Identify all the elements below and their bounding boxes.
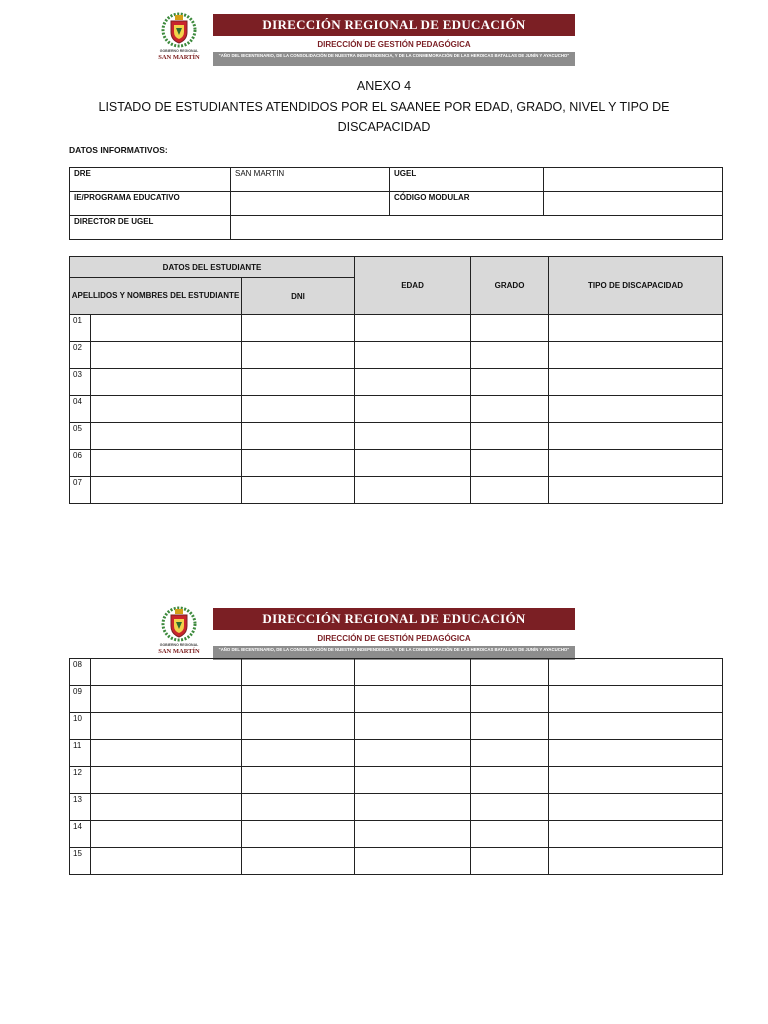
- grado-cell[interactable]: [471, 821, 549, 848]
- grado-cell[interactable]: [471, 767, 549, 794]
- edad-cell[interactable]: [355, 767, 471, 794]
- edad-cell[interactable]: [355, 369, 471, 396]
- header-motto: "AÑO DEL BICENTENARIO, DE LA CONSOLIDACIÓN DE NUESTRA INDEPENDENCIA, Y DE LA CONMEMORACIÓN DE LAS HEROICAS BATALLAS DE JUNÍN Y AYACUCHO": [213, 52, 575, 66]
- col-dni-header: DNI: [242, 278, 355, 315]
- grado-cell[interactable]: [471, 848, 549, 875]
- col-edad-header: EDAD: [355, 257, 471, 315]
- page-header-2: [150, 606, 575, 660]
- tipo-cell[interactable]: [549, 342, 723, 369]
- grado-cell[interactable]: [471, 740, 549, 767]
- edad-cell[interactable]: [355, 713, 471, 740]
- table-row: [70, 315, 723, 342]
- row-number: 05: [70, 423, 91, 450]
- row-number: 04: [70, 396, 91, 423]
- dni-cell[interactable]: [242, 450, 355, 477]
- dni-cell[interactable]: [242, 821, 355, 848]
- table-row: [70, 713, 723, 740]
- annex-title: ANEXO 4: [356, 79, 412, 93]
- tipo-cell[interactable]: [549, 396, 723, 423]
- page-header: [150, 12, 575, 66]
- tipo-cell[interactable]: [549, 713, 723, 740]
- edad-cell[interactable]: [355, 477, 471, 504]
- table-row: [70, 342, 723, 369]
- dni-cell[interactable]: [242, 740, 355, 767]
- edad-cell[interactable]: [355, 315, 471, 342]
- dni-cell[interactable]: [242, 848, 355, 875]
- table-row: [70, 686, 723, 713]
- name-cell[interactable]: [91, 740, 242, 767]
- grado-cell[interactable]: [471, 342, 549, 369]
- name-cell[interactable]: [91, 794, 242, 821]
- row-number: 01: [70, 315, 91, 342]
- table-row: [70, 659, 723, 686]
- tipo-cell[interactable]: [549, 740, 723, 767]
- grado-cell[interactable]: [471, 713, 549, 740]
- grado-cell[interactable]: [471, 423, 549, 450]
- row-number: 03: [70, 369, 91, 396]
- dni-cell[interactable]: [242, 767, 355, 794]
- group-header: DATOS DEL ESTUDIANTE: [70, 257, 355, 278]
- tipo-cell[interactable]: [549, 315, 723, 342]
- dre-label: DRE: [70, 168, 231, 192]
- dni-cell[interactable]: [242, 686, 355, 713]
- edad-cell[interactable]: [355, 396, 471, 423]
- grado-cell[interactable]: [471, 396, 549, 423]
- row-number: 02: [70, 342, 91, 369]
- tipo-cell[interactable]: [549, 423, 723, 450]
- header-title: DIRECCIÓN REGIONAL DE EDUCACIÓN: [213, 14, 575, 36]
- header-motto: "AÑO DEL BICENTENARIO, DE LA CONSOLIDACIÓN DE NUESTRA INDEPENDENCIA, Y DE LA CONMEMORACIÓN DE LAS HEROICAS BATALLAS DE JUNÍN Y AYACUCHO": [213, 646, 575, 660]
- name-cell[interactable]: [91, 848, 242, 875]
- tipo-cell[interactable]: [549, 369, 723, 396]
- edad-cell[interactable]: [355, 794, 471, 821]
- info-table: [69, 167, 723, 240]
- col-name-header: APELLIDOS Y NOMBRES DEL ESTUDIANTE: [70, 278, 242, 315]
- edad-cell[interactable]: [355, 423, 471, 450]
- tipo-cell[interactable]: [549, 767, 723, 794]
- regional-seal: [150, 12, 208, 66]
- gov-name-label: SAN MARTÍN: [158, 54, 200, 61]
- dni-cell[interactable]: [242, 396, 355, 423]
- name-cell[interactable]: [91, 477, 242, 504]
- dni-cell[interactable]: [242, 342, 355, 369]
- edad-cell[interactable]: [355, 848, 471, 875]
- grado-cell[interactable]: [471, 477, 549, 504]
- row-number: 10: [70, 713, 91, 740]
- col-tipo-header: TIPO DE DISCAPACIDAD: [549, 257, 723, 315]
- edad-cell[interactable]: [355, 821, 471, 848]
- tipo-cell[interactable]: [549, 794, 723, 821]
- grado-cell[interactable]: [471, 686, 549, 713]
- name-cell[interactable]: [91, 369, 242, 396]
- col-grado-header: GRADO: [471, 257, 549, 315]
- tipo-cell[interactable]: [549, 659, 723, 686]
- name-cell[interactable]: [91, 396, 242, 423]
- students-table: [69, 256, 723, 504]
- dni-cell[interactable]: [242, 423, 355, 450]
- director-label: DIRECTOR DE UGEL: [70, 216, 231, 240]
- row-number: 11: [70, 740, 91, 767]
- name-cell[interactable]: [91, 659, 242, 686]
- ie-label: IE/PROGRAMA EDUCATIVO: [70, 192, 231, 216]
- coat-of-arms-icon: [161, 12, 197, 48]
- table-row: [70, 821, 723, 848]
- table-row: [70, 450, 723, 477]
- dni-cell[interactable]: [242, 713, 355, 740]
- students-table-continued: [69, 658, 723, 875]
- grado-cell[interactable]: [471, 315, 549, 342]
- document-title: LISTADO DE ESTUDIANTES ATENDIDOS POR EL SAANEE POR EDAD, GRADO, NIVEL Y TIPO DE DISCAPACIDAD: [98, 100, 670, 134]
- table-row: [70, 740, 723, 767]
- header-subtitle: DIRECCIÓN DE GESTIÓN PEDAGÓGICA: [317, 40, 471, 49]
- edad-cell[interactable]: [355, 342, 471, 369]
- grado-cell[interactable]: [471, 794, 549, 821]
- grado-cell[interactable]: [471, 369, 549, 396]
- dre-value[interactable]: SAN MARTIN: [231, 168, 390, 192]
- name-cell[interactable]: [91, 821, 242, 848]
- table-row: [70, 396, 723, 423]
- name-cell[interactable]: [91, 450, 242, 477]
- name-cell[interactable]: [91, 315, 242, 342]
- ugel-label: UGEL: [390, 168, 544, 192]
- tipo-cell[interactable]: [549, 848, 723, 875]
- name-cell[interactable]: [91, 686, 242, 713]
- dni-cell[interactable]: [242, 659, 355, 686]
- tipo-cell[interactable]: [549, 686, 723, 713]
- grado-cell[interactable]: [471, 450, 549, 477]
- ugel-value[interactable]: [544, 168, 723, 192]
- dni-cell[interactable]: [242, 794, 355, 821]
- name-cell[interactable]: [91, 423, 242, 450]
- name-cell[interactable]: [91, 342, 242, 369]
- row-number: 13: [70, 794, 91, 821]
- edad-cell[interactable]: [355, 659, 471, 686]
- table-row: [70, 767, 723, 794]
- table-row: [70, 794, 723, 821]
- row-number: 12: [70, 767, 91, 794]
- header-title: DIRECCIÓN REGIONAL DE EDUCACIÓN: [213, 608, 575, 630]
- codigo-value[interactable]: [544, 192, 723, 216]
- edad-cell[interactable]: [355, 740, 471, 767]
- dni-cell[interactable]: [242, 315, 355, 342]
- ie-value[interactable]: [231, 192, 390, 216]
- tipo-cell[interactable]: [549, 477, 723, 504]
- row-number: 06: [70, 450, 91, 477]
- table-row: [70, 848, 723, 875]
- gov-small-label: GOBIERNO REGIONAL: [159, 643, 199, 647]
- regional-seal: [150, 606, 208, 660]
- row-number: 15: [70, 848, 91, 875]
- row-number: 07: [70, 477, 91, 504]
- dni-cell[interactable]: [242, 369, 355, 396]
- dni-cell[interactable]: [242, 477, 355, 504]
- header-subtitle: DIRECCIÓN DE GESTIÓN PEDAGÓGICA: [317, 634, 471, 643]
- gov-name-label: SAN MARTÍN: [158, 648, 200, 655]
- edad-cell[interactable]: [355, 686, 471, 713]
- section-label: DATOS INFORMATIVOS:: [69, 145, 168, 155]
- edad-cell[interactable]: [355, 450, 471, 477]
- table-row: [70, 477, 723, 504]
- grado-cell[interactable]: [471, 659, 549, 686]
- coat-of-arms-icon: [161, 606, 197, 642]
- director-value[interactable]: [231, 216, 723, 240]
- tipo-cell[interactable]: [549, 821, 723, 848]
- name-cell[interactable]: [91, 767, 242, 794]
- table-row: [70, 423, 723, 450]
- name-cell[interactable]: [91, 713, 242, 740]
- row-number: 14: [70, 821, 91, 848]
- row-number: 09: [70, 686, 91, 713]
- tipo-cell[interactable]: [549, 450, 723, 477]
- table-row: [70, 369, 723, 396]
- codigo-label: CÓDIGO MODULAR: [390, 192, 544, 216]
- gov-small-label: GOBIERNO REGIONAL: [159, 49, 199, 53]
- row-number: 08: [70, 659, 91, 686]
